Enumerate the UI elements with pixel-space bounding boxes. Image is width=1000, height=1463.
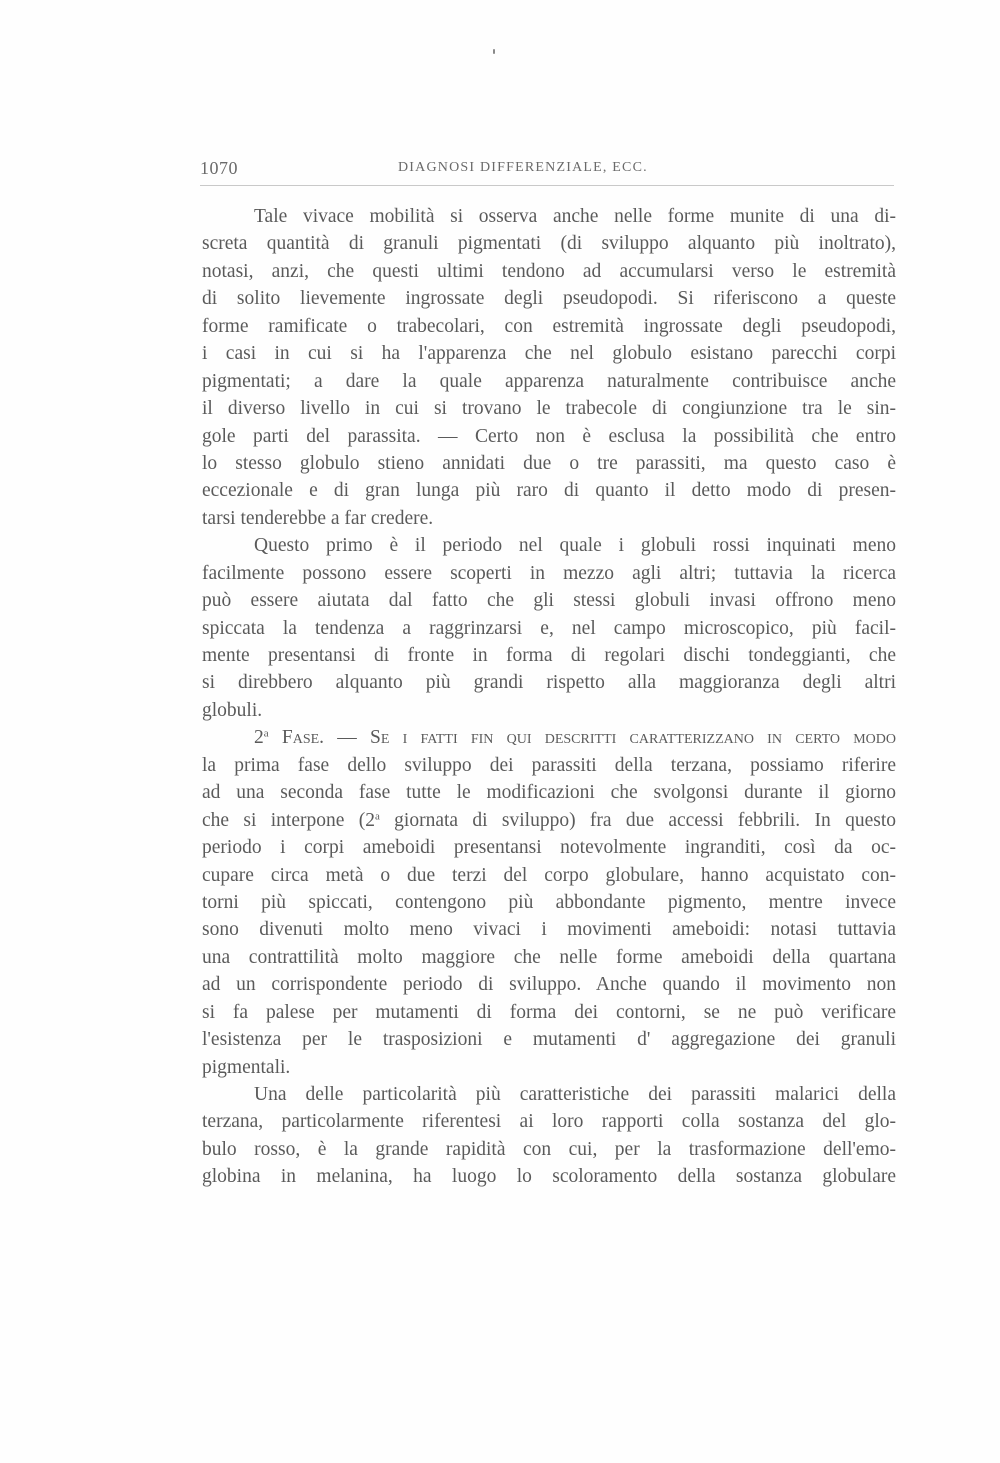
text-line — [202, 807, 896, 834]
ordinal-suffix: a — [263, 727, 269, 740]
text-line: sono divenuti molto meno vivaci i movimenti ameboidi: notasi tuttavia — [202, 919, 896, 941]
text-line: una contrattilità molto maggiore che nelle forme ameboidi della quartana — [202, 946, 896, 968]
text-line: bulo rosso, è la grande rapidità con cui, per la trasformazione dell'emo- — [202, 1138, 896, 1160]
text-line: globina in melanina, ha luogo lo scoloramento della sostanza globulare — [202, 1166, 896, 1188]
ordinal-number: 2 — [254, 727, 264, 749]
text-line: Tale vivace mobilità si osserva anche nelle forme munite di una di- — [254, 206, 896, 227]
section-heading-text: Fase. — Se i fatti fin qui descritti caratterizzano in certo modo — [281, 727, 896, 749]
text-line: ad una seconda fase tutte le modificazioni che svolgonsi durante il giorno — [202, 782, 896, 804]
text-line: la prima fase dello sviluppo dei parassiti della terzana, possiamo riferire — [202, 754, 896, 776]
section-heading-line — [202, 724, 896, 751]
text-line: screta quantità di granuli pigmentati (di sviluppo alquanto più inoltrato), — [202, 233, 896, 255]
text-line: pigmentati; a dare la quale apparenza naturalmente contribuisce anche — [202, 370, 896, 392]
text-line: gole parti del parassita. — Certo non è esclusa la possibilità che entro — [202, 425, 896, 447]
text-line: si fa palese per mutamenti di forma dei contorni, se ne può verificare — [202, 1001, 896, 1023]
text-line: cupare circa metà o due terzi del corpo globulare, hanno acquistato con- — [202, 864, 896, 886]
text-line: tarsi tenderebbe a far credere. — [202, 507, 434, 529]
header-rule — [200, 185, 894, 186]
text-line: l'esistenza per le trasposizioni e mutamenti d' aggregazione dei granuli — [202, 1029, 896, 1051]
text-line: torni più spiccati, contengono più abbondante pigmento, mentre invece — [202, 891, 896, 913]
text-line: globuli. — [202, 699, 263, 721]
text-line: Questo primo è il periodo nel quale i globuli rossi inquinati meno — [254, 535, 896, 557]
page-number: 1070 — [200, 158, 238, 178]
text-line: mente presentansi di fronte in forma di regolari dischi tondeggianti, che — [202, 645, 896, 666]
text-line: di solito lievemente ingrossate degli pseudopodi. Si riferiscono a queste — [202, 288, 896, 310]
body-text — [202, 203, 896, 1191]
print-speck — [493, 49, 495, 54]
text-line: il diverso livello in cui si trovano le trabecole di congiunzione tra le sin- — [202, 398, 896, 420]
text-line: ad un corrispondente periodo di sviluppo. Anche quando il movimento non — [202, 974, 896, 996]
text-line: notasi, anzi, che questi ultimi tendono ad accumularsi verso le estremità — [202, 260, 896, 282]
text-line: terzana, particolarmente riferentesi ai loro rapporti colla sostanza del glo- — [202, 1111, 896, 1133]
text-line: si direbbero alquanto più grandi rispetto alla maggioranza degli altri — [202, 672, 896, 694]
page-header — [200, 154, 896, 180]
text-line: i casi in cui si ha l'apparenza che nel globulo esistano parecchi corpi — [202, 343, 896, 365]
text-fragment: che si interpone (2 — [202, 809, 375, 831]
text-line: Una delle particolarità più caratteristiche dei parassiti malarici della — [254, 1084, 896, 1105]
text-line: lo stesso globulo stieno annidati due o tre parassiti, ma questo caso è — [202, 452, 896, 474]
ordinal-suffix: a — [374, 810, 380, 823]
text-line: periodo i corpi ameboidi presentansi notevolmente ingranditi, così da oc- — [202, 837, 896, 859]
text-line: può essere aiutata dal fatto che gli stessi globuli invasi offrono meno — [202, 590, 896, 612]
text-line: pigmentali. — [202, 1056, 291, 1078]
text-line: forme ramificate o trabecolari, con estremità ingrossate degli pseudopodi, — [202, 315, 896, 337]
text-line: facilmente possono essere scoperti in mezzo agli altri; tuttavia la ricerca — [202, 562, 896, 584]
running-head: DIAGNOSI DIFFERENZIALE, ECC. — [398, 160, 648, 175]
text-fragment: giornata di sviluppo) fra due accessi febbrili. In questo — [379, 809, 896, 831]
text-line: eccezionale e di gran lunga più raro di quanto il detto modo di presen- — [202, 480, 896, 502]
text-line: spiccata la tendenza a raggrinzarsi e, nel campo microscopico, più facil- — [202, 617, 896, 639]
